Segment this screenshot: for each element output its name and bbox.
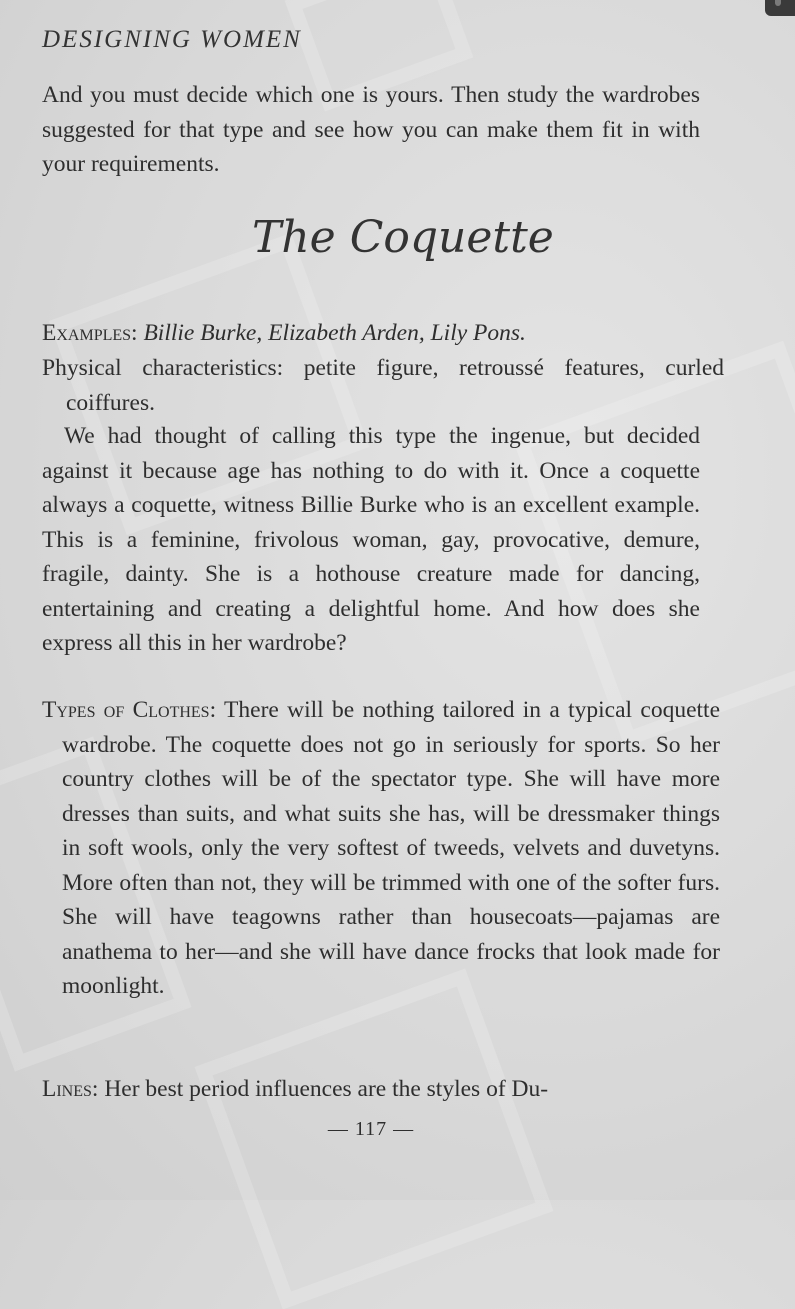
- examples-text: Billie Burke, Elizabeth Arden, Lily Pons.: [143, 320, 526, 346]
- page-number: — 117 —: [327, 1118, 415, 1140]
- body-paragraph: We had thought of calling this type the ingenue, but decided against it because age has nothing to do with it. Once a coquette always a coquette, witness Billie Burke who is an excellent example. This is a feminine, frivolous woman, gay, provocative, demure, fragile, dainty. She is a hothouse creature made for dancing, entertaining and creating a delightful home. And how does she express all this in her wardrobe?: [42, 423, 700, 656]
- examples-label: Examples:: [42, 320, 138, 346]
- types-of-clothes: [42, 693, 720, 1004]
- types-label: Types of Clothes:: [42, 697, 217, 723]
- running-head: DESIGNING WOMEN: [42, 26, 302, 53]
- dot-icon: [775, 0, 781, 6]
- lines-text: Her best period influences are the styles of Du-: [104, 1076, 549, 1102]
- lines-label: Lines:: [42, 1076, 99, 1102]
- lines-line: [42, 1072, 700, 1107]
- corner-tab[interactable]: [765, 0, 795, 16]
- physical-characteristics: Physical characteristics: petite figure, retroussé features, curled coiffures.: [42, 355, 724, 416]
- section-title: The Coquette: [252, 212, 554, 263]
- types-text: There will be nothing tailored in a typical coquette wardrobe. The coquette does not go in seriously for sports. So her country clothes will be of the spectator type. She will have more dresses than suits, and what suits she has, will be dressmaker things in soft wools, only the very softest of tweeds, velvets and duvetyns. More often than not, they will be trimmed with one of the softer furs. She will have teagowns rather than housecoats—pajamas are anathema to her—and she will have dance frocks that look made for moonlight.: [62, 697, 721, 999]
- examples-line: [42, 316, 700, 351]
- intro-paragraph: And you must decide which one is yours. Then study the wardrobes suggested for that type and see how you can make them fit in with your requirements.: [42, 82, 700, 177]
